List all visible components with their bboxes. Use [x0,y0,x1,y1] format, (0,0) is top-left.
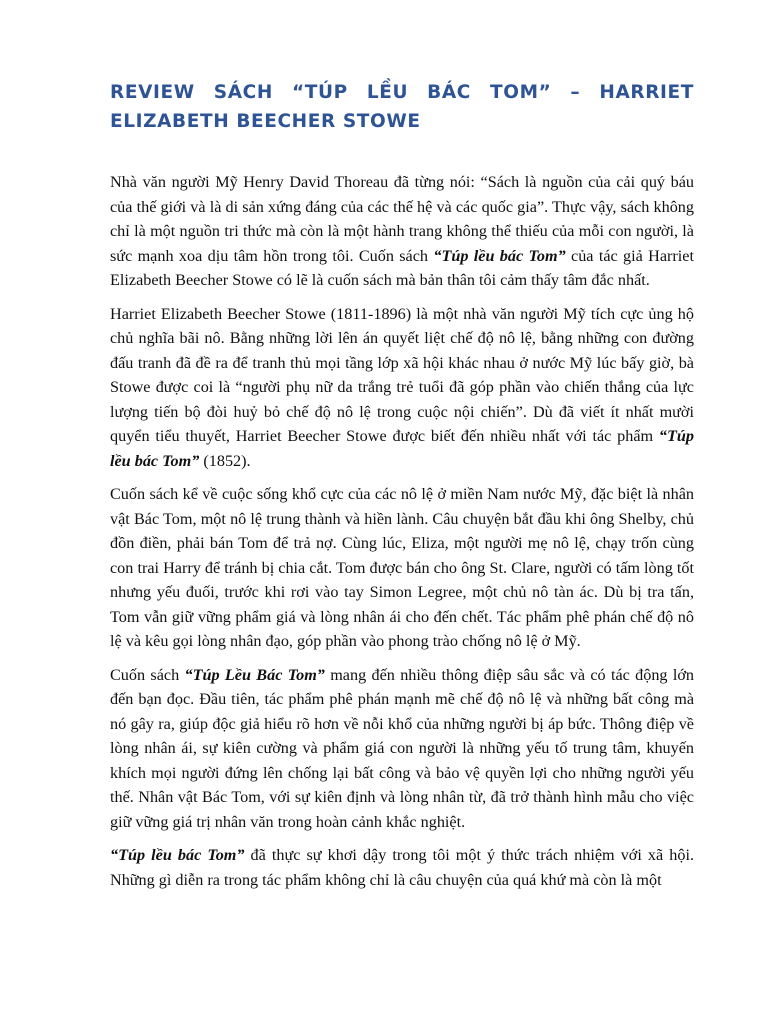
document-page [110,78,694,901]
paragraph-4-text-c: mang đến nhiều thông điệp sâu sắc và có tác động lớn đến bạn đọc. Đầu tiên, tác phẩm phê phán mạnh mẽ chế độ nô lệ và những bất công mà nó gây ra, giúp độc giả hiểu rõ hơn về nỗi khổ của những người bị áp bức. Thông điệp về lòng nhân ái, sự kiên cường và phẩm giá con người là những yếu tố trung tâm, khuyến khích mọi người đứng lên chống lại bất công và bảo vệ quyền lợi cho những người yếu thế. Nhân vật Bác Tom, với sự kiên định và lòng nhân từ, đã trở thành hình mẫu cho việc giữ vững giá trị nhân văn trong hoàn cảnh khắc nghiệt. [110,665,695,831]
paragraph-4 [110,663,694,835]
book-title-emphasis: “Túp lều bác Tom” [110,846,245,864]
paragraph-5 [110,843,694,892]
paragraph-2-text-c: (1852). [199,451,251,470]
book-title-emphasis: “Túp lều bác Tom” [110,427,694,470]
paragraph-1 [110,170,694,293]
book-title-emphasis: “Túp lều bác Tom” [433,246,566,265]
paragraph-3: Cuốn sách kể về cuộc sống khổ cực của các nô lệ ở miền Nam nước Mỹ, đặc biệt là nhân vật Bác Tom, một nô lệ trung thành và hiền lành. Câu chuyện bắt đầu khi ông Shelby, chủ đồn điền, phải bán Tom để trả nợ. Cùng lúc, Eliza, một người mẹ nô lệ, chạy trốn cùng con trai Harry để tránh bị chia cắt. Tom được bán cho ông St. Clare, người có tấm lòng tốt nhưng yếu đuối, trước khi rơi vào tay Simon Legree, một chủ nô tàn ác. Dù bị tra tấn, Tom vẫn giữ vững phẩm giá và lòng nhân ái cho đến chết. Tác phẩm phê phán chế độ nô lệ và kêu gọi lòng nhân đạo, góp phần vào phong trào chống nô lệ ở Mỹ. [110,485,694,650]
paragraph-2-text-a: Harriet Elizabeth Beecher Stowe (1811-1896) là một nhà văn người Mỹ tích cực ủng hộ chủ nghĩa bãi nô. Bằng những lời lên án quyết liệt chế độ nô lệ, bằng những con đường đấu tranh đã đề ra để tranh thủ mọi tầng lớp xã hội khác nhau ở nước Mỹ lúc bấy giờ, bà Stowe được coi là “người phụ nữ da trắng trẻ tuổi đã góp phần vào chiến thắng của lực lượng tiến bộ đòi huỷ bỏ chế độ nô lệ trong cuộc nội chiến”. Dù đã viết ít nhất mười quyển tiểu thuyết, Harriet Beecher Stowe được biết đến nhiều nhất với tác phẩm [110,304,694,445]
paragraph-4-text-a: Cuốn sách [110,665,185,684]
paragraph-2 [110,302,694,474]
book-title-emphasis: “Túp Lều Bác Tom” [184,665,325,684]
paragraph-1-text-c: của tác giả Harriet Elizabeth Beecher Stowe có lẽ là cuốn sách mà bản thân tôi cảm thấy tâm đắc nhất. [110,246,694,289]
paragraph-5-text-c: đã thực sự khơi dậy trong tôi một ý thức trách nhiệm với xã hội. Những gì diễn ra trong tác phẩm không chỉ là câu chuyện của quá khứ mà còn là một [110,846,694,889]
paragraph-1-text-a: Nhà văn người Mỹ Henry David Thoreau đã từng nói: “Sách là nguồn của cải quý báu của thế giới và là di sản xứng đáng của các thế hệ và các quốc gia”. Thực vậy, sách không chỉ là một nguồn tri thức mà còn là một hành trang không thể thiếu của mỗi con người, là sức mạnh xoa dịu tâm hồn trong tôi. Cuốn sách [110,173,694,265]
document-title: REVIEW SÁCH “TÚP LỀU BÁC TOM” – HARRIET ELIZABETH BEECHER STOWE [110,82,694,132]
